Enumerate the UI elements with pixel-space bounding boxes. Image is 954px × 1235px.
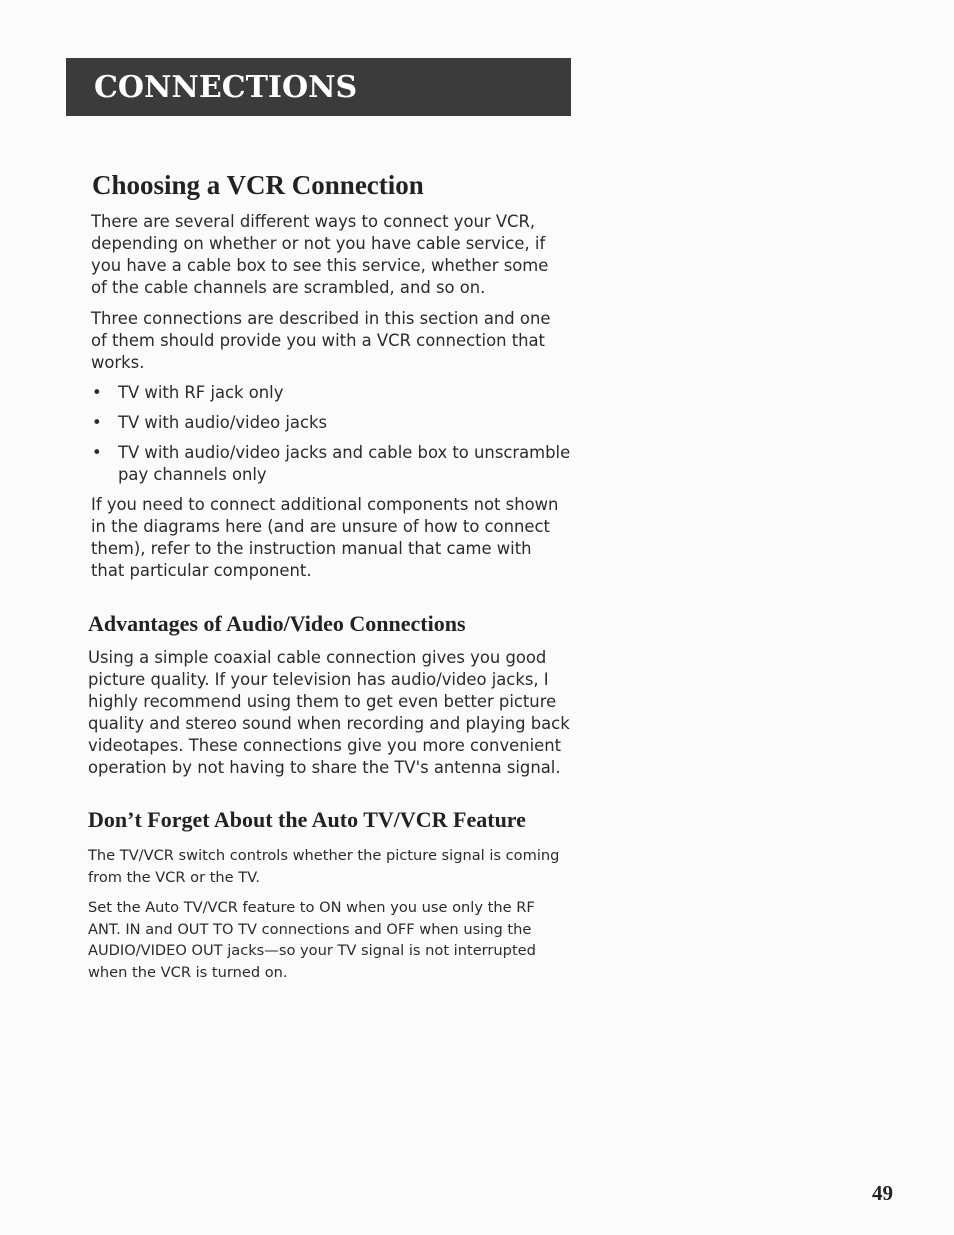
heading-choosing-vcr-connection: Choosing a VCR Connection	[92, 170, 424, 200]
tv-vcr-switch-paragraph: The TV/VCR switch controls whether the picture signal is coming from the VCR or the TV.	[88, 847, 560, 886]
heading-auto-tv-vcr: Don’t Forget About the Auto TV/VCR Feature	[88, 807, 526, 832]
additional-components-paragraph: If you need to connect additional components not shown in the diagrams here (and are unsure of how to connect them), refer to the instruction manual that came with that particular component.	[91, 495, 559, 580]
banner-title: CONNECTIONS	[94, 70, 358, 105]
list-item-text: TV with RF jack only	[118, 383, 284, 402]
page-number: 49	[872, 1181, 893, 1205]
list-item-text: TV with audio/video jacks	[118, 413, 327, 432]
advantages-paragraph: Using a simple coaxial cable connection gives you good picture quality. If your television has audio/video jacks, I highly recommend using them to get even better picture quality and stereo sound when recording and playing back videotapes. These connections give you more convenient operation by not having to share the TV's antenna signal.	[88, 648, 570, 777]
section-banner	[66, 58, 571, 116]
bullet-mark: •	[92, 443, 102, 462]
heading-advantages-av: Advantages of Audio/Video Connections	[88, 611, 466, 636]
connections-paragraph: Three connections are described in this section and one of them should provide you with a VCR connection that works.	[91, 309, 551, 372]
bullet-mark: •	[92, 383, 102, 402]
list-item-text: TV with audio/video jacks and cable box to unscramble pay channels only	[118, 443, 571, 484]
intro-paragraph: There are several different ways to connect your VCR, depending on whether or not you have cable service, if you have a cable box to see this service, whether some of the cable channels are scrambled, and so on.	[91, 212, 549, 297]
bullet-mark: •	[92, 413, 102, 432]
auto-tv-vcr-paragraph: Set the Auto TV/VCR feature to ON when you use only the RF ANT. IN and OUT TO TV connections and OFF when using the AUDIO/VIDEO OUT jacks—so your TV signal is not interrupted when the VCR is turned on.	[88, 899, 536, 981]
